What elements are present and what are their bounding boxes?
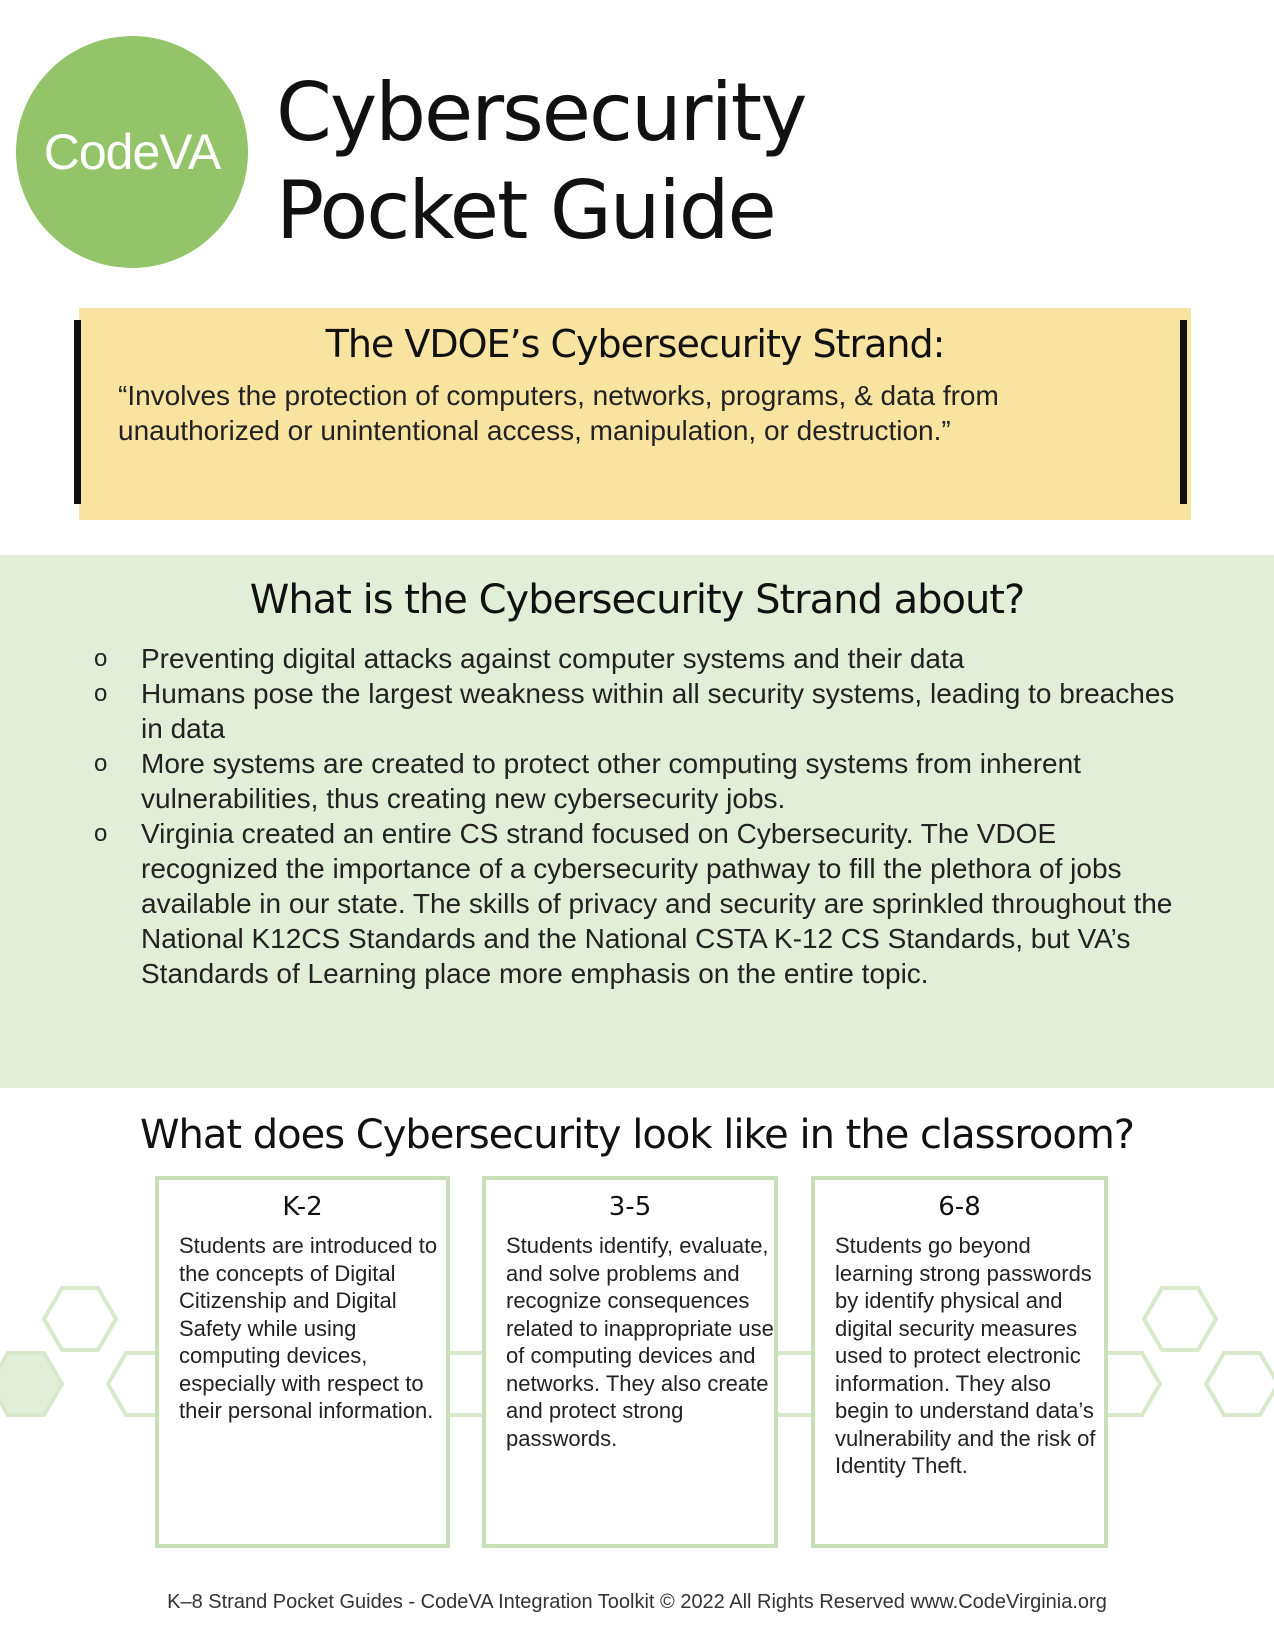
logo-text: CodeVA xyxy=(43,124,221,180)
bullet-icon: o xyxy=(94,645,108,672)
about-heading: What is the Cybersecurity Strand about? xyxy=(249,577,1025,623)
grade-label: K-2 xyxy=(282,1192,323,1222)
hexagon-shape xyxy=(1144,1288,1216,1350)
bullet-icon: o xyxy=(94,820,108,847)
grade-description: Students identify, evaluate, and solve problems and recognize consequences related to inappropriate use of computing devices and networks. They also create and protect strong passwords. xyxy=(506,1233,774,1451)
hexagon-shape xyxy=(0,1353,62,1415)
list-item-text: More systems are created to protect other computing systems from inherent vulnerabilities, thus creating new cybersecurity jobs. xyxy=(141,748,1081,814)
list-item-text: Virginia created an entire CS strand focused on Cybersecurity. The VDOE recognized the importance of a cybersecurity pathway to fill the plethora of jobs available in our state. The skills of privacy and security are sprinkled throughout the National K12CS Standards and the National CSTA K-12 CS Standards, but VA’s Standards of Learning place more emphasis on the entire topic. xyxy=(141,818,1173,989)
bullet-icon: o xyxy=(94,680,108,707)
hexagon-shape xyxy=(1206,1353,1274,1415)
list-item-text: Preventing digital attacks against computer systems and their data xyxy=(141,643,965,674)
grade-description: Students go beyond learning strong passwords by identify physical and digital security measures used to protect electronic information. They also begin to understand data’s vulnerability and the risk of Identity Theft. xyxy=(835,1233,1096,1478)
strand-definition-heading: The VDOE’s Cybersecurity Strand: xyxy=(325,322,945,366)
footer: K–8 Strand Pocket Guides - CodeVA Integration Toolkit © 2022 All Rights Reserved www.CodeVirginia.org xyxy=(167,1591,1107,1613)
grade-label: 3-5 xyxy=(608,1192,652,1222)
classroom-heading: What does Cybersecurity look like in the classroom? xyxy=(139,1112,1135,1158)
bullet-icon: o xyxy=(94,750,108,777)
grade-card-3-5 xyxy=(482,1176,778,1548)
grade-description: Students are introduced to the concepts of Digital Citizenship and Digital Safety while using computing devices, especially with respect to their personal information. xyxy=(179,1233,438,1423)
list-item-text: Humans pose the largest weakness within all security systems, leading to breaches in data xyxy=(141,678,1175,744)
title-line-2: Pocket Guide xyxy=(276,164,775,257)
grade-card-6-8 xyxy=(811,1176,1108,1548)
hexagon-shape xyxy=(44,1288,116,1350)
grade-card-k2 xyxy=(155,1176,450,1548)
title-line-1: Cybersecurity xyxy=(276,66,806,159)
grade-label: 6-8 xyxy=(938,1192,981,1222)
strand-definition-quote: “Involves the protection of computers, networks, programs, & data from unauthorized or unintentional access, manipulation, or destruction.” xyxy=(118,380,999,446)
